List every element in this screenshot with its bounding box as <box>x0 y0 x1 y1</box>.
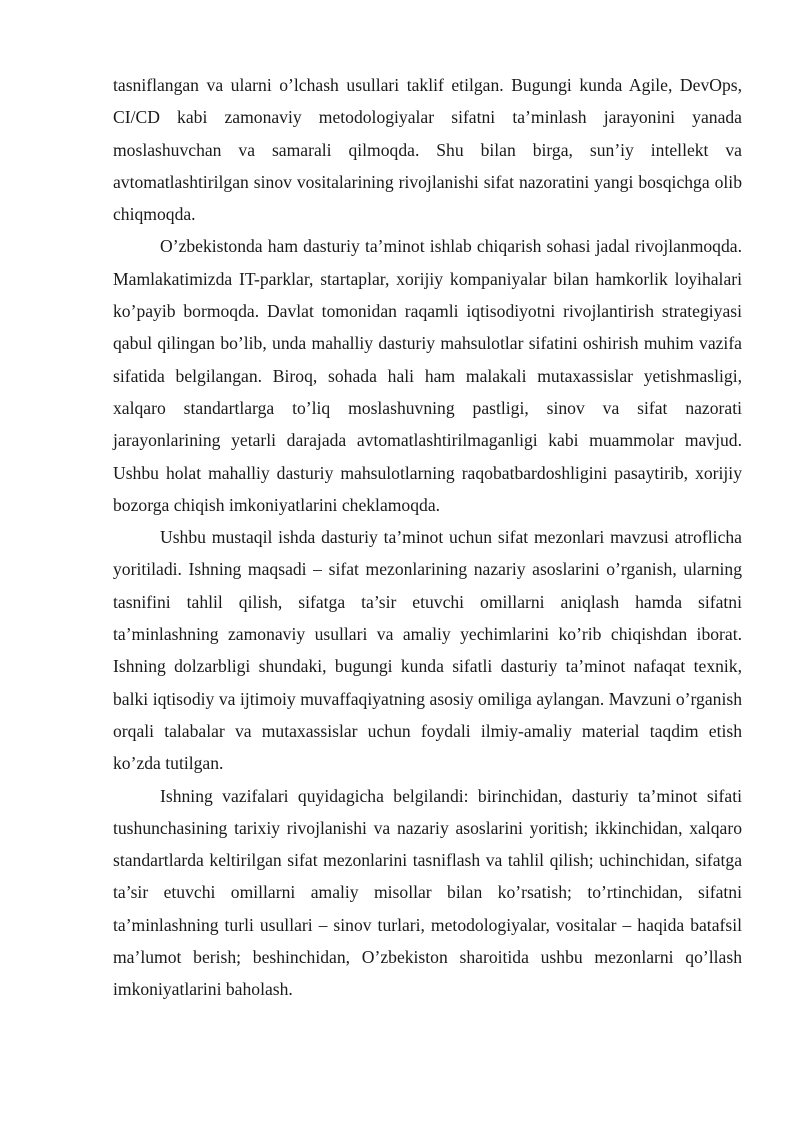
paragraph-tasks: Ishning vazifalari quyidagicha belgilandi: birinchidan, dasturiy ta’minot sifati tushunchasining tarixiy rivojlanishi va nazariy asoslarini yoritish; ikkinchidan, xalqaro standartlarda keltirilgan sifat mezonlarini tasniflash va tahlil qilish; uchinchidan, sifatga ta’sir etuvchi omillarni amaliy misollar bilan ko’rsatish; to’rtinchidan, sifatni ta’minlashning turli usullari – sinov turlari, metodologiyalar, vositalar – haqida batafsil ma’lumot berish; beshinchidan, O’zbekiston sharoitida ushbu mezonlarni qo’llash imkoniyatlarini baholash. <box>113 785 742 1000</box>
paragraph-goal-relevance: Ushbu mustaqil ishda dasturiy ta’minot uchun sifat mezonlari mavzusi atroflicha yoritiladi. Ishning maqsadi – sifat mezonlarining nazariy asoslarini o’rganish, ularning tasnifini tahlil qilish, sifatga ta’sir etuvchi omillarni aniqlash hamda sifatni ta’minlashning zamonaviy usullari va amaliy yechimlarini ko’rib chiqishdan iborat. Ishning dolzarbligi shundaki, bugungi kunda sifatli dasturiy ta’minot nafaqat texnik, balki iqtisodiy va ijtimoiy muvaffaqiyatning asosiy omiliga aylangan. Mavzuni o’rganish orqali talabalar va mutaxassislar uchun foydali ilmiy-amaliy material taqdim etish ko’zda tutilgan. <box>113 527 742 774</box>
document-page <box>113 69 742 1006</box>
paragraph-continuation: tasniflangan va ularni o’lchash usullari taklif etilgan. Bugungi kunda Agile, DevOps, CI/CD kabi zamonaviy metodologiyalar sifatni ta’minlash jarayonini yanada moslashuvchan va samarali qilmoqda. Shu bilan birga, sun’iy intellekt va avtomatlashtirilgan sinov vositalarining rivojlanishi sifat nazoratini yangi bosqichga olib chiqmoqda. <box>113 75 742 225</box>
paragraph-uzbekistan-context: O’zbekistonda ham dasturiy ta’minot ishlab chiqarish sohasi jadal rivojlanmoqda. Mamlakatimizda IT-parklar, startaplar, xorijiy kompaniyalar bilan hamkorlik loyihalari ko’payib bormoqda. Davlat tomonidan raqamli iqtisodiyotni rivojlantirish strategiyasi qabul qilingan bo’lib, unda mahalliy dasturiy mahsulotlar sifatini oshirish muhim vazifa sifatida belgilangan. Biroq, sohada hali ham malakali mutaxassislar yetishmasligi, xalqaro standartlarga to’liq moslashuvning pastligi, sinov va sifat nazorati jarayonlarining yetarli darajada avtomatlashtirilmaganligi kabi muammolar mavjud. Ushbu holat mahalliy dasturiy mahsulotlarning raqobatbardoshligini pasaytirib, xorijiy bozorga chiqish imkoniyatlarini cheklamoqda. <box>113 236 742 515</box>
